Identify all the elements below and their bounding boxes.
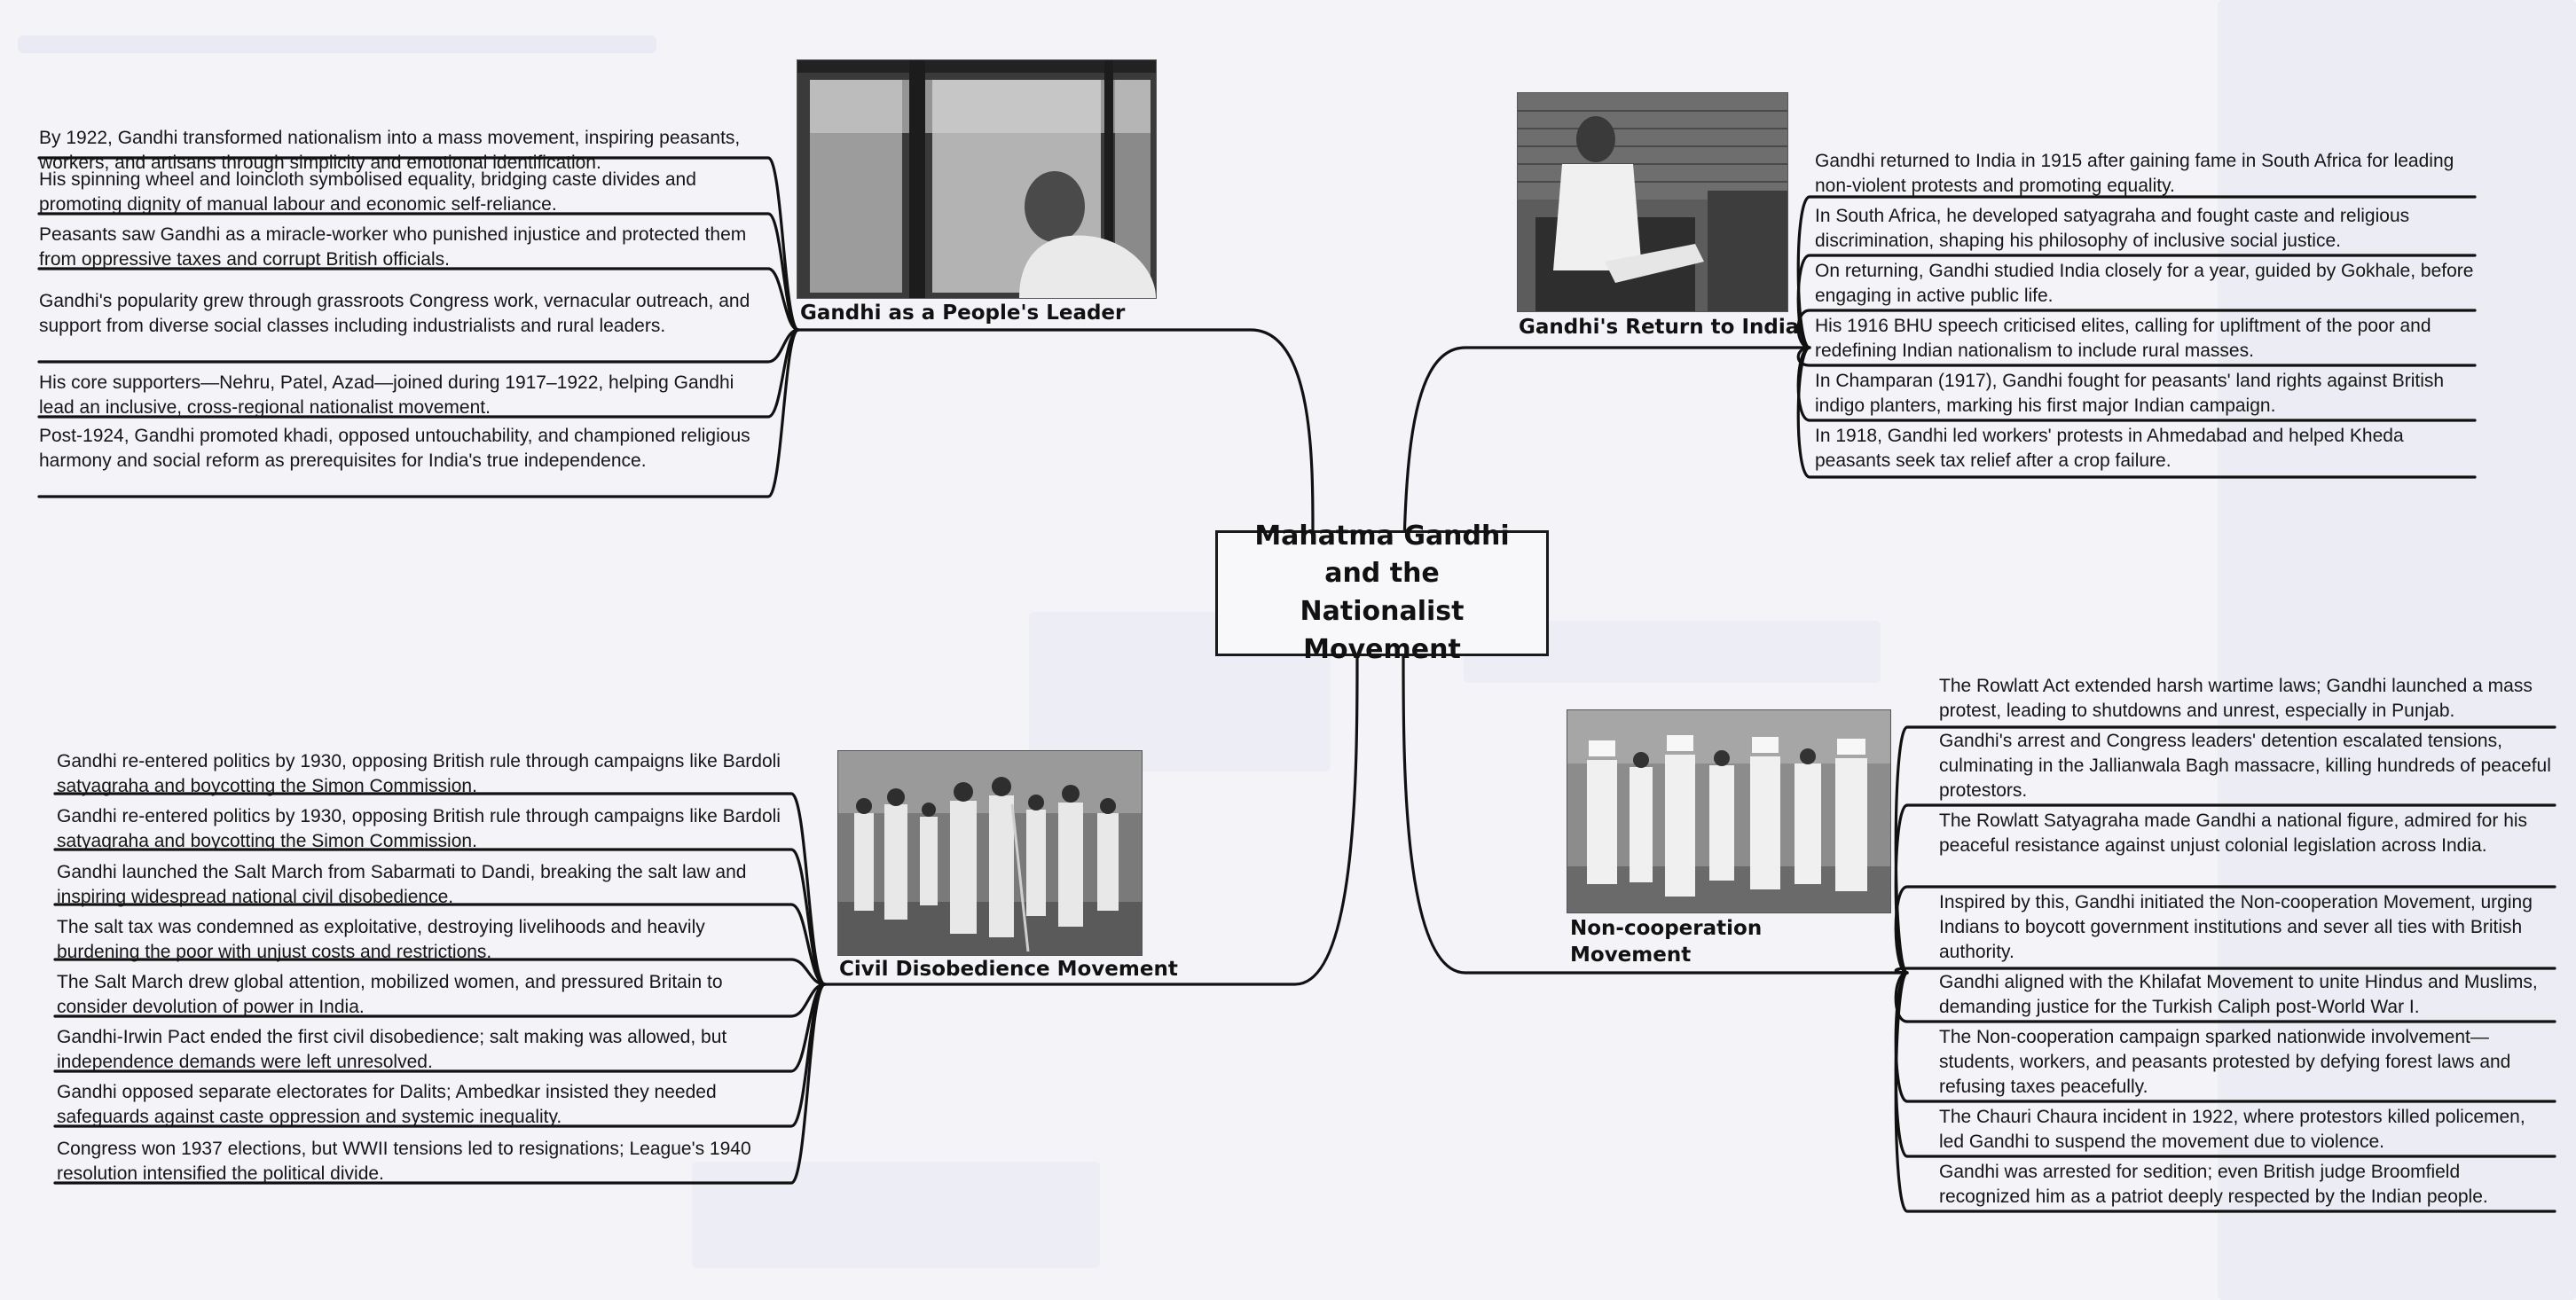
note-civil-disobedience: The salt tax was condemned as exploitative, destroying livelihoods and heavily burdening the poor with unjust costs and restrictions. (57, 917, 705, 962)
note-non-cooperation: Gandhi aligned with the Khilafat Movement to unite Hindus and Muslims, demanding justice for the Turkish Caliph post-World War I. (1939, 972, 2538, 1017)
note-non-cooperation: The Chauri Chaura incident in 1922, where protestors killed policemen, led Gandhi to suspend the movement due to violence. (1939, 1107, 2525, 1152)
note-return-to-india: On returning, Gandhi studied India closely for a year, guided by Gokhale, before engaging in active public life. (1815, 261, 2474, 306)
non-cooperation-photo (1567, 709, 1891, 913)
note-civil-disobedience: Gandhi re-entered politics by 1930, opposing British rule through campaigns like Bardoli satyagraha and boycotting the Simon Commission. (57, 751, 781, 796)
note-civil-disobedience: Gandhi-Irwin Pact ended the first civil disobedience; salt making was allowed, but independence demands were left unresolved. (57, 1027, 727, 1072)
note-peoples-leader: By 1922, Gandhi transformed nationalism into a mass movement, inspiring peasants, workers, and artisans through simplicity and emotional identification. (39, 128, 741, 173)
connector-central-to-peoples-leader (798, 330, 1313, 530)
note-return-to-india: Gandhi returned to India in 1915 after gaining fame in South Africa for leading non-violent protests and promoting equality. (1815, 151, 2454, 196)
note-non-cooperation: The Rowlatt Act extended harsh wartime laws; Gandhi launched a mass protest, leading to shutdowns and unrest, especially in Punjab. (1939, 676, 2533, 721)
note-peoples-leader: His spinning wheel and loincloth symbolised equality, bridging caste divides and promoting dignity of manual labour and economic self-reliance. (39, 169, 696, 215)
note-peoples-leader: His core supporters—Nehru, Patel, Azad—joined during 1917–1922, helping Gandhi lead an inclusive, cross-regional nationalist movement. (39, 372, 734, 418)
note-civil-disobedience: Gandhi launched the Salt March from Sabarmati to Dandi, breaking the salt law and inspiring widespread national civil disobedience. (57, 862, 747, 907)
central-topic-node[interactable] (1215, 520, 1549, 665)
branch-label-non-cooperation: Non-cooperation Movement (1570, 917, 1763, 967)
branch-label-return-to-india: Gandhi's Return to India (1519, 316, 1800, 339)
note-non-cooperation: The Non-cooperation campaign sparked nationwide involvement—students, workers, and peasants protested by defying forest laws and refusing taxes peacefully. (1939, 1027, 2511, 1097)
note-civil-disobedience: Gandhi re-entered politics by 1930, opposing British rule through campaigns like Bardoli satyagraha and boycotting the Simon Commission. (57, 806, 781, 851)
central-topic-title: Mahatma Gandhi and the Nationalist Movement (1254, 520, 1510, 665)
return-to-india-photo (1517, 92, 1788, 312)
note-non-cooperation: Gandhi was arrested for sedition; even British judge Broomfield recognized him as a patriot deeply respected by the Indian people. (1939, 1162, 2488, 1207)
civil-disobedience-photo (837, 750, 1143, 956)
branch-label-civil-disobedience: Civil Disobedience Movement (839, 958, 1178, 981)
note-non-cooperation: The Rowlatt Satyagraha made Gandhi a national figure, admired for his peaceful resistance against unjust colonial legislation across India. (1939, 811, 2528, 856)
branch-label-peoples-leader: Gandhi as a People's Leader (800, 302, 1126, 325)
peoples-leader-photo (797, 59, 1157, 299)
note-peoples-leader: Peasants saw Gandhi as a miracle-worker who punished injustice and protected them from oppressive taxes and corrupt British officials. (39, 224, 747, 270)
note-peoples-leader: Gandhi's popularity grew through grassroots Congress work, vernacular outreach, and support from diverse social classes including industrialists and rural leaders. (39, 291, 750, 336)
note-civil-disobedience: Gandhi opposed separate electorates for Dalits; Ambedkar insisted they needed safeguards against caste oppression and systemic inequality. (57, 1082, 717, 1127)
note-return-to-india: In South Africa, he developed satyagraha and fought caste and religious discrimination, shaping his philosophy of inclusive social justice. (1815, 206, 2410, 251)
note-return-to-india: In Champaran (1917), Gandhi fought for peasants' land rights against British indigo planters, marking his first major Indian campaign. (1815, 371, 2445, 416)
note-non-cooperation: Inspired by this, Gandhi initiated the Non-cooperation Movement, urging Indians to boycott government institutions and sever all ties with British authority. (1939, 892, 2533, 962)
note-peoples-leader: Post-1924, Gandhi promoted khadi, opposed untouchability, and championed religious harmony and social reform as prerequisites for India's true independence. (39, 426, 750, 471)
note-civil-disobedience: Congress won 1937 elections, but WWII tensions led to resignations; League's 1940 resolution intensified the political divide. (57, 1139, 751, 1184)
note-non-cooperation: Gandhi's arrest and Congress leaders' detention escalated tensions, culminating in the Jallianwala Bagh massacre, killing hundreds of peaceful protestors. (1939, 731, 2551, 801)
note-civil-disobedience: The Salt March drew global attention, mobilized women, and pressured Britain to consider devolution of power in India. (57, 972, 723, 1017)
note-return-to-india: His 1916 BHU speech criticised elites, calling for upliftment of the poor and redefining Indian nationalism to include rural masses. (1815, 316, 2431, 361)
note-return-to-india: In 1918, Gandhi led workers' protests in Ahmedabad and helped Kheda peasants seek tax relief after a crop failure. (1815, 426, 2404, 471)
